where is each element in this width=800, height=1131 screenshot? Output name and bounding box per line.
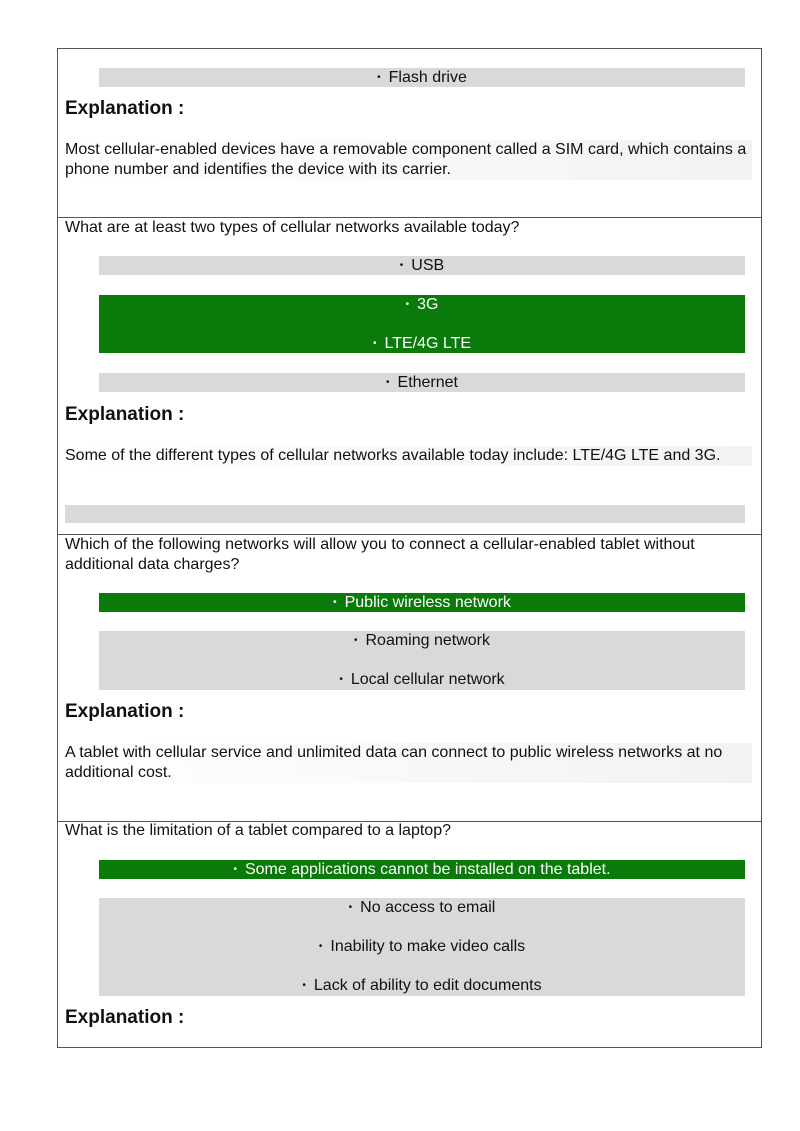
- blank-answer-band: [65, 505, 745, 523]
- bullet-icon: •: [405, 299, 410, 310]
- answer-option[interactable]: [99, 631, 745, 670]
- answer-option[interactable]: [99, 373, 745, 392]
- explanation-text: Most cellular-enabled devices have a removable component called a SIM card, which contains a phone number and identifies the device with its carrier.: [65, 140, 752, 180]
- answer-option-correct[interactable]: [99, 860, 745, 879]
- question-block-tablet-limitation: [58, 821, 761, 1047]
- question-block-cellular-networks: [58, 217, 761, 535]
- bullet-icon: •: [233, 864, 237, 875]
- answer-option[interactable]: [99, 937, 745, 976]
- bullet-icon: •: [372, 338, 377, 349]
- answer-text: Inability to make video calls: [330, 938, 526, 955]
- answer-option[interactable]: [99, 256, 745, 275]
- answer-text: No access to email: [360, 899, 496, 916]
- question-text: What is the limitation of a tablet compared to a laptop?: [65, 822, 451, 839]
- answer-option[interactable]: [99, 68, 745, 87]
- bullet-icon: •: [302, 980, 306, 991]
- incorrect-answer-group: [99, 898, 745, 996]
- answer-option[interactable]: [99, 670, 745, 690]
- answer-text: USB: [411, 257, 445, 274]
- answer-text: Roaming network: [365, 632, 490, 649]
- bullet-icon: •: [318, 941, 323, 952]
- answer-option-correct[interactable]: [99, 334, 745, 353]
- question-text: Which of the following networks will allow you to connect a cellular-enabled tablet without additional data charges?: [65, 536, 695, 573]
- bullet-icon: •: [333, 597, 337, 608]
- incorrect-answer-group: [99, 631, 745, 690]
- answer-text: 3G: [417, 296, 439, 313]
- explanation-heading: Explanation :: [65, 98, 185, 119]
- answer-text: Public wireless network: [344, 594, 511, 611]
- bullet-icon: •: [353, 635, 358, 646]
- explanation-text: A tablet with cellular service and unlimited data can connect to public wireless networks at no additional cost.: [65, 743, 752, 783]
- bullet-icon: •: [339, 674, 343, 685]
- explanation-heading: Explanation :: [65, 1007, 185, 1028]
- answer-text: Flash drive: [388, 69, 467, 86]
- answer-text: LTE/4G LTE: [384, 335, 472, 352]
- bullet-icon: •: [386, 377, 390, 388]
- answer-option[interactable]: [99, 898, 745, 937]
- bullet-icon: •: [399, 260, 404, 271]
- answer-text: Lack of ability to edit documents: [313, 977, 542, 994]
- question-block-sim: [58, 49, 761, 218]
- answer-option-correct[interactable]: [99, 593, 745, 612]
- answer-option[interactable]: [99, 976, 745, 996]
- question-text: What are at least two types of cellular networks available today?: [65, 219, 520, 236]
- correct-answer-group[interactable]: [99, 295, 745, 353]
- bullet-icon: •: [348, 902, 353, 913]
- answer-text: Some applications cannot be installed on the tablet.: [244, 861, 611, 878]
- answer-text: Ethernet: [397, 374, 458, 391]
- explanation-heading: Explanation :: [65, 701, 185, 722]
- quiz-page: [57, 48, 762, 1048]
- explanation-text: Some of the different types of cellular networks available today include: LTE/4G LTE and 3G.: [65, 446, 752, 466]
- question-block-tablet-network: [58, 534, 761, 822]
- answer-text: Local cellular network: [350, 671, 505, 688]
- answer-option-correct[interactable]: [99, 295, 745, 334]
- explanation-heading: Explanation :: [65, 404, 185, 425]
- bullet-icon: •: [377, 72, 381, 83]
